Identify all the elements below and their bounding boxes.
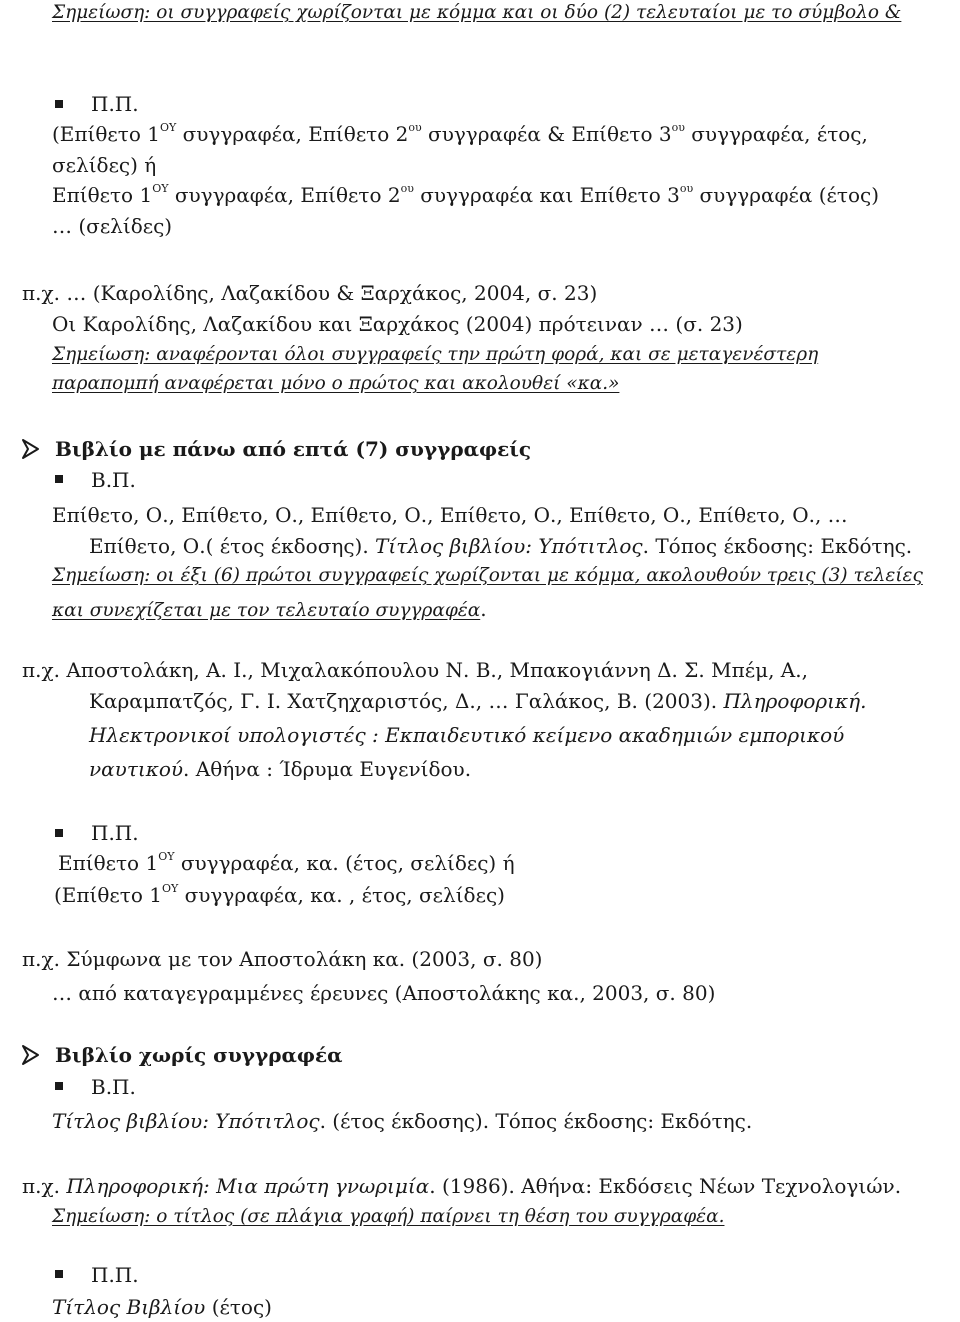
example-line: … από καταγεγραμμένες έρευνες (Αποστολάκης κα., 2003, σ. 80) — [52, 981, 716, 1005]
citation-format-line: (Επίθετο $1^{O\Upsilon}$ συγγραφέα, κα. , έτος, σελίδες) — [54, 882, 505, 907]
reference-format-line: Τίτλος βιβλίου: Υπότιτλος. (έτος έκδοσης). Τόπος έκδοσης: Εκδότης. — [52, 1109, 753, 1133]
example-line: π.χ. Αποστολάκη, Α. Ι., Μιχαλακόπουλου Ν. Β., Μπακογιάννη Δ. Σ. Μπέμ, Α., — [22, 658, 808, 682]
citation-format-line: Επίθετο $1^{O\Upsilon}$ συγγραφέα, κα. (έτος, σελίδες) ή — [58, 850, 515, 875]
example-line: π.χ. … (Καρολίδης, Λαζακίδου & Ξαρχάκος, 2004, σ. 23) — [22, 281, 598, 305]
note-line: Σημείωση: οι έξι (6) πρώτοι συγγραφείς χωρίζονται με κόμμα, ακολουθούν τρεις (3) τελείες — [52, 565, 923, 586]
note-line: Σημείωση: ο τίτλος (σε πλάγια γραφή) παίρνει τη θέση του συγγραφέα. — [52, 1206, 725, 1227]
citation-format-line: Επίθετο $1^{O\Upsilon}$ συγγραφέα, Επίθετο $2^{o\upsilon}$ συγγραφέα και Επίθετο $3^{o\upsilon}$ συγγραφέα (έτος) — [52, 182, 879, 207]
reference-list-label: Β.Π. — [91, 1075, 136, 1099]
citation-format-line: σελίδες) ή — [52, 153, 157, 177]
note-authors-separator: Σημείωση: οι συγγραφείς χωρίζονται με κόμμα και οι δύο (2) τελευταίοι με το σύμβολο & — [52, 2, 902, 23]
section-heading-many-authors: Βιβλίο με πάνω από επτά (7) συγγραφείς — [55, 437, 532, 461]
bullet-square-icon — [55, 1082, 63, 1090]
example-line: Καραμπατζός, Γ. Ι. Χατζηχαριστός, Δ., … Γαλάκος, Β. (2003). Πληροφορική. — [89, 689, 867, 713]
example-line: Ηλεκτρονικοί υπολογιστές : Εκπαιδευτικό κείμενο ακαδημιών εμπορικού — [89, 723, 845, 747]
citation-format-line: Τίτλος Βιβλίου (έτος) — [52, 1295, 272, 1319]
reference-list-label: Β.Π. — [91, 468, 136, 492]
in-text-citation-label: Π.Π. — [91, 92, 139, 116]
arrow-bullet-icon — [20, 437, 42, 461]
arrow-bullet-icon — [20, 1043, 42, 1067]
note-line: Σημείωση: αναφέρονται όλοι συγγραφείς την πρώτη φορά, και σε μεταγενέστερη — [52, 344, 819, 365]
note-line: παραπομπή αναφέρεται μόνο ο πρώτος και ακολουθεί «κα.» — [52, 373, 620, 394]
reference-format-line: Επίθετο, Ο.( έτος έκδοσης). Τίτλος βιβλίου: Υπότιτλος. Τόπος έκδοσης: Εκδότης. — [89, 534, 913, 558]
example-line: ναυτικού. Αθήνα : Ίδρυμα Ευγενίδου. — [89, 757, 472, 781]
bullet-square-icon — [55, 100, 63, 108]
citation-format-line: (Επίθετο $1^{O\Upsilon}$ συγγραφέα, Επίθετο $2^{o\upsilon}$ συγγραφέα & Επίθετο $3^{o\upsilon}$ συγγραφέα, έτος, — [52, 121, 868, 146]
example-line: π.χ. Σύμφωνα με τον Αποστολάκη κα. (2003, σ. 80) — [22, 947, 543, 971]
note-line: και συνεχίζεται με τον τελευταίο συγγραφέα. — [52, 597, 487, 621]
section-heading-no-author: Βιβλίο χωρίς συγγραφέα — [55, 1043, 343, 1067]
in-text-citation-label: Π.Π. — [91, 1263, 139, 1287]
reference-format-line: Επίθετο, Ο., Επίθετο, Ο., Επίθετο, Ο., Επίθετο, Ο., Επίθετο, Ο., Επίθετο, Ο., … — [52, 503, 848, 527]
example-line: π.χ. Πληροφορική: Μια πρώτη γνωριμία. (1986). Αθήνα: Εκδόσεις Νέων Τεχνολογιών. — [22, 1174, 902, 1198]
citation-format-line: … (σελίδες) — [52, 214, 173, 238]
bullet-square-icon — [55, 829, 63, 837]
bullet-square-icon — [55, 475, 63, 483]
example-line: Οι Καρολίδης, Λαζακίδου και Ξαρχάκος (2004) πρότειναν … (σ. 23) — [52, 312, 743, 336]
in-text-citation-label: Π.Π. — [91, 821, 139, 845]
bullet-square-icon — [55, 1270, 63, 1278]
